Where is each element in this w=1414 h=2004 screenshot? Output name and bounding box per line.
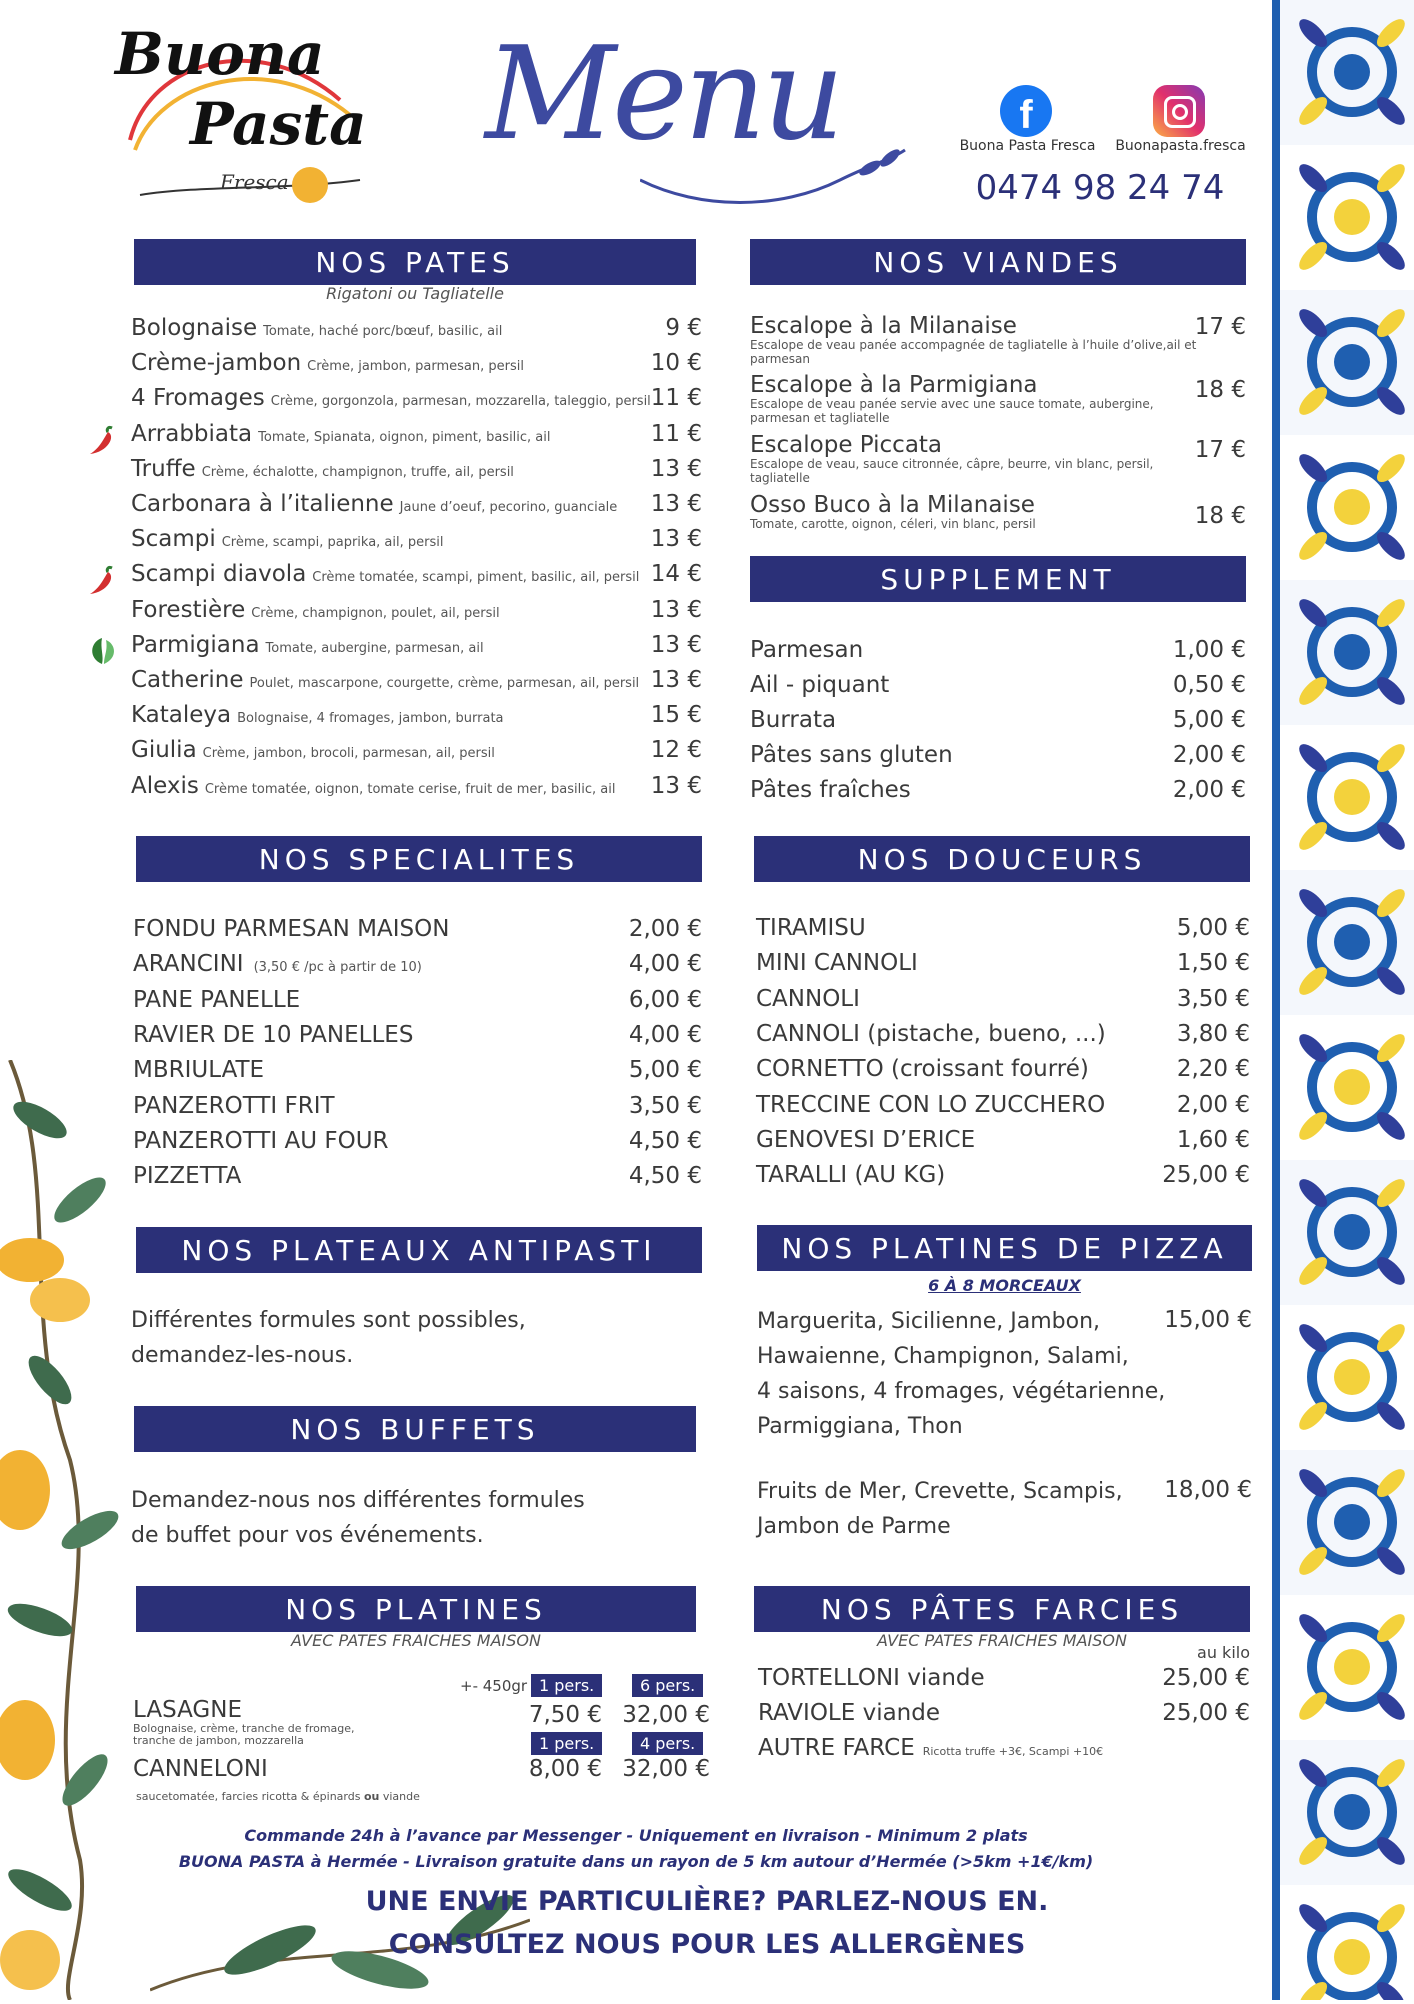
pates-item-name: Catherine <box>131 667 244 693</box>
viandes-heading: NOS VIANDES <box>750 239 1246 285</box>
douceur-item-name: TIRAMISU <box>756 915 866 941</box>
pates-item-name: Arrabbiata <box>131 420 253 447</box>
pates-item-desc: Crème, scampi, paprika, ail, persil <box>221 535 444 551</box>
pates-item-price: 11 € <box>650 385 702 412</box>
douceur-item-price: 5,00 € <box>1176 915 1250 941</box>
pates-item-name: Crème-jambon <box>131 350 302 377</box>
farcie-item-price: 25,00 € <box>1162 1700 1250 1726</box>
pizza-subtitle: 6 À 8 MORCEAUX <box>928 1276 1081 1295</box>
pates-item <box>131 632 484 658</box>
pates-item-desc: Crème tomatée, scampi, piment, basilic, ail, persil <box>312 570 640 586</box>
douceur-item-name: CANNOLI (pistache, bueno, ...) <box>756 1020 1106 1047</box>
farcie-item <box>758 1735 1103 1761</box>
pates-item-price: 13 € <box>650 667 702 693</box>
douceur-item-price: 25,00 € <box>1162 1162 1250 1189</box>
footer-line-4: CONSULTEZ NOUS POUR LES ALLERGÈNES <box>388 1929 1026 1960</box>
viande-item-price: 18 € <box>1194 503 1246 529</box>
pates-item-desc: Tomate, aubergine, parmesan, ail <box>265 640 484 656</box>
viande-item-desc: Tomate, carotte, oignon, céleri, vin blanc, persil <box>750 517 1036 531</box>
pates-item-price: 13 € <box>650 491 702 517</box>
pates-item-price: 13 € <box>650 772 702 799</box>
supplement-item-price: 0,50 € <box>1172 672 1246 698</box>
specialite-item-price: 5,00 € <box>628 1057 702 1084</box>
pates-item-price: 13 € <box>650 631 702 658</box>
lasagne-price-2: 32,00 € <box>622 1702 710 1728</box>
lasagne-desc-1: Bolognaise, crème, tranche de fromage, <box>133 1722 355 1735</box>
specialites-heading: NOS SPECIALITES <box>136 836 702 882</box>
pates-item <box>131 667 639 693</box>
footer-line-2: BUONA PASTA à Hermée - Livraison gratuite dans un rayon de 5 km autour d’Hermée (>5km +1€/km) <box>178 1852 1094 1871</box>
pates-item-price: 13 € <box>650 455 702 482</box>
vegetarian-leaf-icon <box>86 634 120 672</box>
platines-heading: NOS PLATINES <box>136 1586 696 1632</box>
specialite-item-name: RAVIER DE 10 PANELLES <box>133 1021 414 1048</box>
footer-line-1: Commande 24h à l’avance par Messenger - Uniquement en livraison - Minimum 2 plats <box>244 1826 1028 1845</box>
farcie-item-price: 25,00 € <box>1162 1665 1250 1691</box>
supplement-item-name: Burrata <box>750 707 837 733</box>
pates-item-price: 13 € <box>650 596 702 623</box>
phone-number[interactable]: 0474 98 24 74 <box>975 168 1225 208</box>
footer-line-3: UNE ENVIE PARTICULIÈRE? PARLEZ-NOUS EN. <box>365 1886 1049 1917</box>
pates-item-name: Scampi diavola <box>131 561 307 588</box>
logo-line-1: Buona <box>115 20 325 88</box>
specialite-item <box>133 1163 241 1189</box>
douceur-item-name: MINI CANNOLI <box>756 950 918 977</box>
douceurs-heading: NOS DOUCEURS <box>754 836 1250 882</box>
farcie-item-name: AUTRE FARCE <box>758 1735 915 1761</box>
pates-item-price: 15 € <box>650 702 702 729</box>
pates-item-name: Truffe <box>131 455 196 482</box>
specialite-item-name: PIZZETTA <box>133 1163 242 1190</box>
pizza-group-1-line: Hawaienne, Champignon, Salami, <box>757 1344 1129 1369</box>
farcie-item <box>758 1665 985 1691</box>
pates-item-desc: Crème, champignon, poulet, ail, persil <box>251 605 500 621</box>
supplement-item-name: Pâtes fraîches <box>750 777 911 803</box>
supplement-heading: SUPPLEMENT <box>750 556 1246 602</box>
menu-script-title: Menu <box>485 20 841 169</box>
pates-item <box>131 421 551 447</box>
pizza-group-1-line: Marguerita, Sicilienne, Jambon, <box>757 1309 1101 1334</box>
platines-subtitle: AVEC PATES FRAICHES MAISON <box>291 1631 541 1650</box>
pates-item <box>131 597 500 623</box>
lasagne-desc-2: tranche de jambon, mozzarella <box>133 1734 304 1747</box>
specialite-item-name: PANZEROTTI FRIT <box>133 1092 335 1119</box>
antipasti-text-2: demandez-les-nous. <box>131 1343 354 1368</box>
buffets-heading: NOS BUFFETS <box>134 1406 696 1452</box>
specialite-item <box>133 1093 335 1119</box>
specialite-item-price: 2,00 € <box>628 916 702 942</box>
pates-item-name: Alexis <box>131 772 199 799</box>
supplement-item-name: Pâtes sans gluten <box>750 742 953 768</box>
specialite-item <box>133 1128 389 1154</box>
specialite-item <box>133 1057 264 1083</box>
douceur-item-name: TARALLI (AU KG) <box>756 1162 946 1189</box>
pates-item-name: Carbonara à l’italienne <box>131 491 394 517</box>
antipasti-text-1: Différentes formules sont possibles, <box>131 1308 526 1333</box>
specialite-item-price: 4,00 € <box>628 951 702 978</box>
viande-item-desc: Escalope de veau panée accompagnée de tagliatelle à l’huile d’olive,ail et parmesan <box>750 338 1197 366</box>
facebook-label[interactable]: Buona Pasta Fresca <box>959 138 1096 154</box>
pates-item-price: 14 € <box>650 561 702 588</box>
douceur-item-price: 1,60 € <box>1176 1126 1250 1153</box>
douceur-item-name: TRECCINE CON LO ZUCCHERO <box>756 1091 1106 1118</box>
chili-pepper-icon <box>86 564 120 602</box>
specialite-item <box>133 951 422 977</box>
pates-item-name: Kataleya <box>131 702 232 729</box>
pates-item <box>131 561 639 587</box>
pizza-group-2-line: Jambon de Parme <box>757 1514 951 1539</box>
farcies-heading: NOS PÂTES FARCIES <box>754 1586 1250 1632</box>
pates-item-desc: Crème tomatée, oignon, tomate cerise, fruit de mer, basilic, ail <box>204 781 616 797</box>
viande-item-name: Osso Buco à la Milanaise <box>750 492 1035 518</box>
farcie-item-name: RAVIOLE viande <box>758 1700 941 1726</box>
chili-pepper-icon <box>86 424 120 462</box>
pates-item-desc: Jaune d’oeuf, pecorino, guanciale <box>399 500 618 515</box>
instagram-icon[interactable] <box>1153 85 1205 137</box>
specialite-item-price: 4,50 € <box>628 1127 702 1154</box>
pizza-group-1-line: 4 saisons, 4 fromages, végétarienne, <box>757 1379 1166 1404</box>
douceur-item-price: 1,50 € <box>1176 950 1250 977</box>
specialite-item <box>133 916 449 942</box>
pates-item <box>131 702 504 728</box>
logo-line-2: Pasta <box>190 90 367 158</box>
pates-item-name: Giulia <box>131 737 197 764</box>
canneloni-badge-2: 4 pers. <box>632 1732 703 1755</box>
platines-weight: +- 450gr <box>460 1677 528 1695</box>
viande-item-price: 17 € <box>1194 314 1246 340</box>
pates-item <box>131 350 524 376</box>
menu-flourish-icon <box>640 140 910 210</box>
farcie-item <box>758 1700 940 1726</box>
supplement-item-name: Parmesan <box>750 637 864 663</box>
viande-item-price: 18 € <box>1194 377 1246 403</box>
pates-item-desc: Crème, jambon, brocoli, parmesan, ail, persil <box>202 746 495 762</box>
canneloni-badge-1: 1 pers. <box>531 1732 602 1755</box>
pates-item-desc: Tomate, haché porc/bœuf, basilic, ail <box>263 324 503 339</box>
decorative-tile-strip <box>1272 0 1414 2000</box>
douceur-item-name: CORNETTO (croissant fourré) <box>756 1056 1089 1083</box>
specialite-item <box>133 987 300 1013</box>
supplement-item-name: Ail - piquant <box>750 672 890 698</box>
specialite-item-name: MBRIULATE <box>133 1057 265 1084</box>
specialite-item-price: 3,50 € <box>628 1092 702 1119</box>
pates-item <box>131 491 617 517</box>
pates-item-desc: Bolognaise, 4 fromages, jambon, burrata <box>237 711 504 727</box>
douceur-item-price: 2,00 € <box>1176 1091 1250 1118</box>
farcie-item-desc: Ricotta truffe +3€, Scampi +10€ <box>922 1745 1104 1758</box>
pates-item-name: Bolognaise <box>131 315 258 341</box>
supplement-item-price: 2,00 € <box>1172 777 1246 803</box>
douceur-item-name: CANNOLI <box>756 985 860 1012</box>
pates-item <box>131 737 495 763</box>
lasagne-price-1: 7,50 € <box>528 1702 602 1728</box>
buffets-text-2: de buffet pour vos événements. <box>131 1523 484 1548</box>
canneloni-desc-part2: viande <box>379 1790 420 1803</box>
pates-item-desc: Poulet, mascarpone, courgette, crème, parmesan, ail, persil <box>249 676 640 691</box>
pates-item-desc: Crème, échalotte, champignon, truffe, ail, persil <box>201 464 514 480</box>
farcies-subtitle: AVEC PATES FRAICHES MAISON <box>877 1631 1127 1650</box>
specialite-item <box>133 1022 413 1048</box>
pates-item-name: 4 Fromages <box>131 385 265 412</box>
pizza-group-1-price: 15,00 € <box>1164 1307 1252 1333</box>
pates-item-price: 13 € <box>650 526 702 553</box>
pates-item-price: 11 € <box>650 420 702 447</box>
pizza-group-2-line: Fruits de Mer, Crevette, Scampis, <box>757 1479 1123 1504</box>
specialite-item-name: ARANCINI <box>133 951 244 978</box>
specialite-item-name: PANZEROTTI AU FOUR <box>133 1127 389 1154</box>
specialite-item-price: 4,50 € <box>628 1163 702 1190</box>
lasagne-name: LASAGNE <box>133 1697 242 1723</box>
pates-item-desc: Crème, jambon, parmesan, persil <box>307 359 524 375</box>
douceur-item-price: 3,80 € <box>1176 1020 1250 1047</box>
pates-item-desc: Tomate, Spianata, oignon, piment, basilic, ail <box>258 429 551 445</box>
lasagne-badge-2: 6 pers. <box>632 1674 703 1697</box>
canneloni-name: CANNELONI <box>133 1756 268 1782</box>
pates-item-name: Forestière <box>131 596 246 623</box>
viande-item-desc: Escalope de veau panée servie avec une sauce tomate, aubergine, parmesan et tagliatelle <box>750 397 1154 425</box>
canneloni-desc-bold: ou <box>363 1790 380 1803</box>
pates-item <box>131 385 651 411</box>
viande-item-name: Escalope à la Parmigiana <box>750 372 1038 398</box>
specialite-item-price: 6,00 € <box>628 986 702 1013</box>
specialite-item-name: FONDU PARMESAN MAISON <box>133 916 450 942</box>
pates-item-price: 9 € <box>665 315 702 341</box>
pates-item <box>131 526 443 552</box>
pates-item-name: Scampi <box>131 526 216 553</box>
pates-item-price: 12 € <box>650 737 702 764</box>
pates-heading: NOS PATES <box>134 239 696 285</box>
canneloni-price-1: 8,00 € <box>528 1756 602 1782</box>
supplement-item-price: 1,00 € <box>1172 637 1246 663</box>
specialite-item-price: 4,00 € <box>628 1021 702 1048</box>
canneloni-price-2: 32,00 € <box>622 1756 710 1782</box>
farcies-unit: au kilo <box>1197 1643 1250 1662</box>
specialite-item-name: PANE PANELLE <box>133 986 301 1013</box>
viande-item-name: Escalope à la Milanaise <box>750 313 1017 339</box>
viande-item-desc: Escalope de veau, sauce citronnée, câpre, beurre, vin blanc, persil, tagliatelle <box>750 457 1154 485</box>
lasagne-badge-1: 1 pers. <box>531 1674 602 1697</box>
logo-line-3: Fresca <box>220 170 289 194</box>
pizza-heading: NOS PLATINES DE PIZZA <box>757 1225 1252 1271</box>
pates-item-desc: Crème, gorgonzola, parmesan, mozzarella, taleggio, persil <box>270 394 651 410</box>
pates-item <box>131 773 615 799</box>
farcie-item-name: TORTELLONI viande <box>758 1665 985 1691</box>
canneloni-desc <box>136 1791 420 1803</box>
canneloni-desc-part1: saucetomatée, farcies ricotta & épinards <box>136 1790 364 1803</box>
brand-logo <box>110 20 380 215</box>
pizza-group-1-line: Parmiggiana, Thon <box>757 1414 963 1439</box>
douceur-item-price: 3,50 € <box>1176 985 1250 1012</box>
douceur-item-price: 2,20 € <box>1176 1056 1250 1083</box>
viande-item-name: Escalope Piccata <box>750 432 943 458</box>
pates-item-price: 10 € <box>650 350 702 377</box>
antipasti-heading: NOS PLATEAUX ANTIPASTI <box>136 1227 702 1273</box>
buffets-text-1: Demandez-nous nos différentes formules <box>131 1488 585 1513</box>
pates-item-name: Parmigiana <box>131 631 260 658</box>
supplement-item-price: 5,00 € <box>1172 707 1246 733</box>
douceur-item-name: GENOVESI D’ERICE <box>756 1126 976 1153</box>
facebook-icon[interactable]: f <box>1000 85 1052 137</box>
supplement-item-price: 2,00 € <box>1172 742 1246 768</box>
instagram-label[interactable]: Buonapasta.fresca <box>1115 138 1246 154</box>
specialite-item-desc: (3,50 € /pc à partir de 10) <box>253 960 422 976</box>
viande-item-price: 17 € <box>1194 437 1246 463</box>
pates-item <box>131 456 514 482</box>
pates-item <box>131 315 502 341</box>
pizza-group-2-price: 18,00 € <box>1164 1477 1252 1503</box>
pates-subtitle: Rigatoni ou Tagliatelle <box>326 284 504 303</box>
